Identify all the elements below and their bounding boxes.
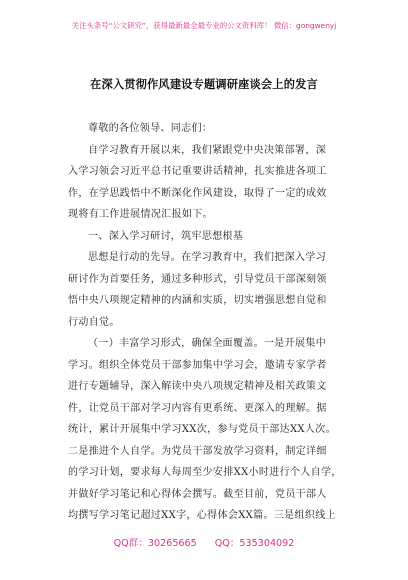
paragraph-line: 现将有工作进展情况汇报如下。 xyxy=(68,209,213,220)
paragraph-line: 思想是行动的先导。在学习教育中，我们把深入学习 xyxy=(88,252,327,263)
paragraph-line: 统计，累计开展集中学习XX次，参与党员干部达XX人次。 xyxy=(68,424,336,435)
document-body xyxy=(68,118,344,527)
salutation: 尊敬的各位领导、同志们： xyxy=(88,123,213,134)
paragraph-line: 入学习领会习近平总书记重要讲话精神，扎实推进各项工 xyxy=(68,166,327,177)
paragraph-line: 的学习计划，要求每人每周至少安排XX小时进行个人自学， xyxy=(68,467,342,478)
paragraph-line: 悟中央八项规定精神的内涵和实质，切实增强思想自觉和 xyxy=(68,295,327,306)
paragraph-line: 均撰写学习笔记超过XX字，心得体会XX篇。三是组织线上 xyxy=(68,510,336,521)
paragraph-line: 行动自觉。 xyxy=(68,316,120,328)
paragraph-line: 件，让党员干部对学习内容有更系统、更深入的理解。据 xyxy=(68,402,327,414)
paragraph-line: 研讨作为首要任务，通过多种形式，引导党员干部深刻领 xyxy=(68,273,327,285)
qq-number: QQ：535304092 xyxy=(214,538,295,549)
paragraph-line: 进行专题辅导，深入解读中央八项规定精神及相关政策文 xyxy=(68,381,327,392)
qq-group: QQ群：30265665 xyxy=(113,538,197,549)
paragraph-line: 并做好学习笔记和心得体会撰写。截至目前，党员干部人 xyxy=(68,488,327,500)
paragraph-line: 学习。组织全体党员干部参加集中学习会，邀请专家学者 xyxy=(68,359,327,371)
document-title: 在深入贯彻作风建设专题调研座谈会上的发言 xyxy=(90,77,318,91)
footer-contact xyxy=(0,535,408,549)
paragraph-line: 作，在学思践悟中不断深化作风建设，取得了一定的成效 xyxy=(68,187,327,199)
paragraph-line: 二是推进个人自学。为党员干部发放学习资料，制定详细 xyxy=(68,445,327,457)
header-note: 关注头条号“公文研究”，获得最新最全最专业的公文资料库！ 微信：gongwenyj xyxy=(71,21,337,30)
section-heading: 一、深入学习研讨，筑牢思想根基 xyxy=(88,230,244,242)
subsection-line: （一）丰富学习形式，确保全面覆盖。一是开展集中 xyxy=(88,338,327,349)
paragraph-line: 自学习教育开展以来，我们紧跟党中央决策部署，深 xyxy=(88,144,327,156)
